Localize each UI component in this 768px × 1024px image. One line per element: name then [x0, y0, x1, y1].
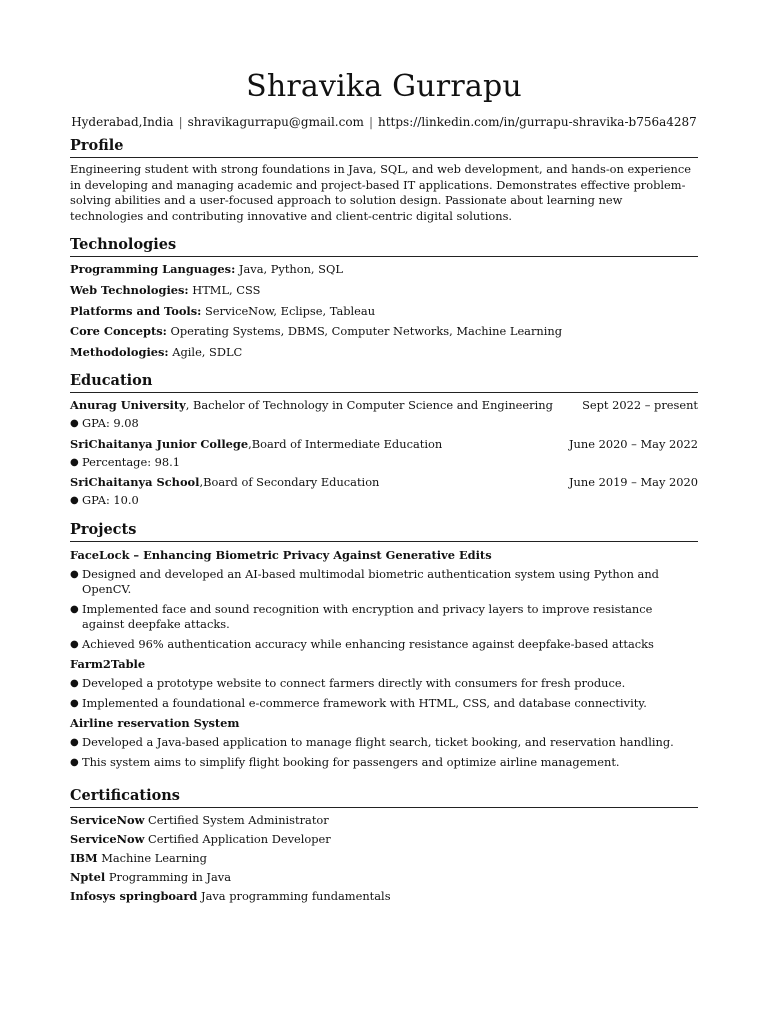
project-bullet — [70, 755, 698, 771]
bullet-icon: ● — [70, 495, 79, 507]
education-detail: GPA: 10.0 — [82, 493, 139, 508]
degree-text: ,Board of Intermediate Education — [248, 436, 443, 451]
education-dates: June 2019 – May 2020 — [568, 475, 698, 490]
cert-name: Certified System Administrator — [144, 813, 329, 828]
education-entry — [70, 437, 698, 471]
section-title-technologies: Technologies — [70, 236, 698, 257]
cert-name: Machine Learning — [97, 851, 207, 866]
education-dates: Sept 2022 – present — [582, 398, 698, 413]
cert-name: Java programming fundamentals — [197, 889, 391, 904]
bullet-text: This system aims to simplify flight booking for passengers and optimize airline management. — [82, 754, 620, 769]
project-title: Airline reservation System — [70, 716, 240, 731]
certification-item — [70, 889, 698, 904]
institution-name: Anurag University — [70, 398, 186, 413]
contact-line — [70, 114, 698, 130]
cert-issuer: ServiceNow — [70, 832, 145, 847]
tech-label: Methodologies: — [70, 345, 169, 360]
section-title-profile: Profile — [70, 137, 698, 158]
project-bullet — [70, 602, 698, 633]
cert-name: Certified Application Developer — [144, 832, 331, 847]
degree-text: , Bachelor of Technology in Computer Science and Engineering — [185, 398, 553, 413]
education-entry — [70, 475, 698, 509]
tech-row — [70, 262, 698, 277]
bullet-text: Implemented a foundational e-commerce framework with HTML, CSS, and database connectivity. — [82, 695, 647, 710]
section-title-projects: Projects — [70, 521, 698, 542]
cert-issuer: Infosys springboard — [70, 889, 198, 904]
project-bullet — [70, 696, 698, 712]
bullet-icon: ● — [70, 756, 79, 768]
project-bullet — [70, 567, 698, 598]
tech-value: Operating Systems, DBMS, Computer Networks, Machine Learning — [166, 324, 563, 339]
education-detail: Percentage: 98.1 — [82, 454, 181, 469]
location-text: Hyderabad,India — [71, 115, 174, 129]
bullet-text: Achieved 96% authentication accuracy while enhancing resistance against deepfake-based attacks — [82, 636, 654, 651]
certification-item — [70, 813, 698, 828]
certifications-section — [70, 787, 698, 904]
tech-label: Programming Languages: — [70, 262, 236, 277]
project-bullet — [70, 735, 698, 751]
bullet-icon: ● — [70, 456, 79, 468]
tech-label: Web Technologies: — [70, 283, 189, 298]
bullet-icon: ● — [70, 603, 79, 615]
bullet-text: Developed a Java-based application to manage flight search, ticket booking, and reservation handling. — [82, 735, 674, 750]
linkedin-link[interactable]: https://linkedin.com/in/gurrapu-shravika-b756a4287 — [377, 115, 697, 129]
education-section — [70, 372, 698, 509]
bullet-icon: ● — [70, 638, 79, 650]
project-bullet — [70, 637, 698, 653]
tech-row — [70, 304, 698, 319]
projects-section — [70, 521, 698, 771]
bullet-text: Implemented face and sound recognition with encryption and privacy layers to improve resistance against deepfake attacks. — [82, 601, 653, 632]
education-entry — [70, 398, 698, 432]
certification-item — [70, 851, 698, 866]
cert-issuer: ServiceNow — [70, 813, 145, 828]
separator: | — [178, 115, 183, 129]
tech-value: Java, Python, SQL — [235, 262, 343, 277]
section-title-education: Education — [70, 372, 698, 393]
institution-name: SriChaitanya School — [70, 475, 200, 490]
tech-label: Core Concepts: — [70, 324, 167, 339]
candidate-name: Shravika Gurrapu — [246, 69, 522, 104]
bullet-text: Designed and developed an AI-based multimodal biometric authentication system using Python and OpenCV. — [82, 566, 659, 597]
education-detail: GPA: 9.08 — [82, 416, 139, 431]
technologies-section — [70, 236, 698, 360]
project-title: Farm2Table — [70, 657, 146, 672]
institution-name: SriChaitanya Junior College — [70, 436, 249, 451]
bullet-icon: ● — [70, 418, 79, 430]
tech-row — [70, 283, 698, 298]
cert-issuer: IBM — [70, 851, 98, 866]
section-title-certifications: Certifications — [70, 787, 698, 808]
degree-text: ,Board of Secondary Education — [199, 475, 380, 490]
tech-value: HTML, CSS — [188, 283, 261, 298]
certification-item — [70, 870, 698, 885]
tech-label: Platforms and Tools: — [70, 303, 202, 318]
tech-value: Agile, SDLC — [168, 345, 243, 360]
bullet-icon: ● — [70, 737, 79, 749]
bullet-icon: ● — [70, 678, 79, 690]
project-bullet — [70, 676, 698, 692]
tech-row — [70, 324, 698, 339]
project-title: FaceLock – Enhancing Biometric Privacy Against Generative Edits — [70, 547, 492, 562]
bullet-text: Developed a prototype website to connect farmers directly with consumers for fresh produce. — [82, 676, 626, 691]
education-dates: June 2020 – May 2022 — [568, 436, 698, 451]
cert-issuer: Nptel — [70, 870, 106, 885]
email-link[interactable]: shravikagurrapu@gmail.com — [187, 115, 364, 129]
bullet-icon: ● — [70, 568, 79, 580]
certification-item — [70, 832, 698, 847]
profile-text: Engineering student with strong foundations in Java, SQL, and web development, and hands-on experience in developing and managing academic and project-based IT applications. Demonstrates effective problem-solving abilities and a user-focused approach to solution design. Passionate about learning new technologies and contributing innovative and client-centric digital solutions. — [70, 162, 691, 223]
bullet-icon: ● — [70, 697, 79, 709]
separator: | — [368, 115, 373, 129]
profile-section — [70, 137, 698, 224]
cert-name: Programming in Java — [105, 870, 232, 885]
tech-row — [70, 345, 698, 360]
tech-value: ServiceNow, Eclipse, Tableau — [201, 303, 376, 318]
